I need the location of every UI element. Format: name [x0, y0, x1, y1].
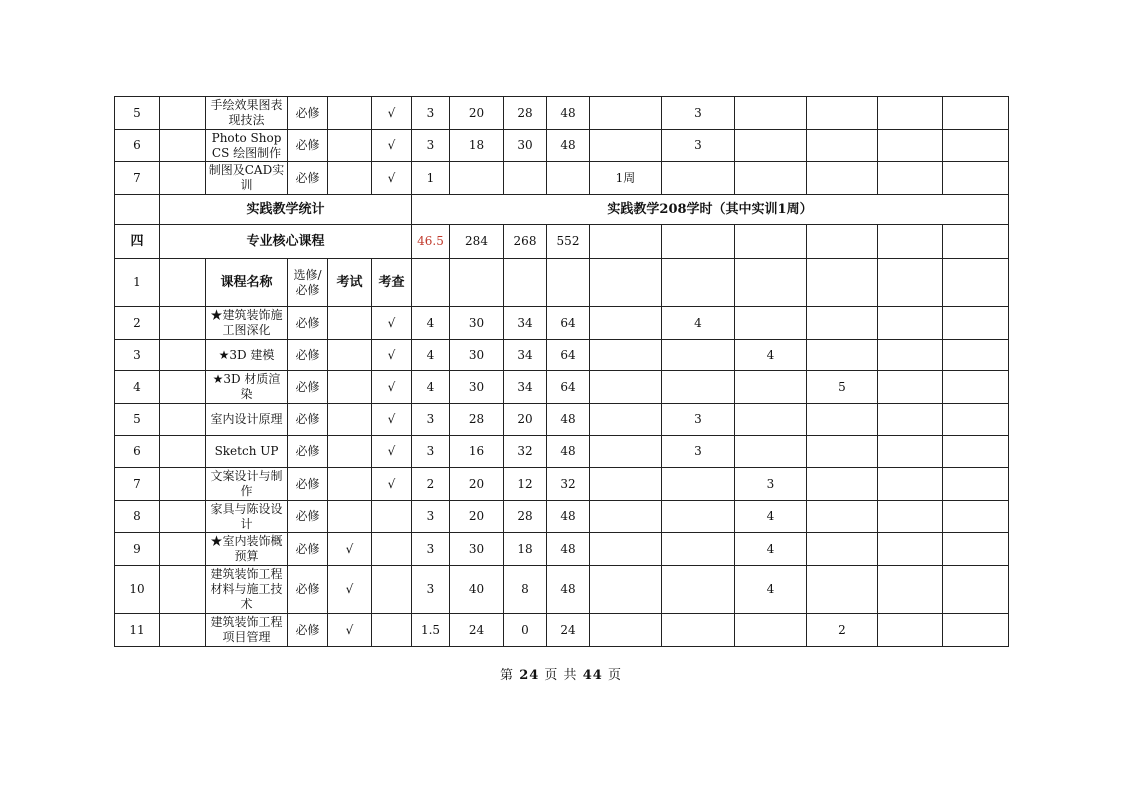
semester-2: 3	[662, 97, 735, 130]
course-type: 必修	[288, 566, 328, 614]
practice-hours: 34	[504, 307, 547, 340]
semester-5	[878, 404, 943, 436]
semester-1	[590, 566, 662, 614]
course-name: Sketch UP	[206, 436, 288, 468]
row-number: 4	[115, 371, 160, 404]
empty-cell	[160, 533, 206, 566]
semester-4	[807, 340, 878, 371]
course-type: 必修	[288, 501, 328, 533]
semester-2	[662, 340, 735, 371]
semester-4	[807, 436, 878, 468]
empty-cell	[878, 259, 943, 307]
course-type: 必修	[288, 468, 328, 501]
practice-hours: 8	[504, 566, 547, 614]
empty-cell	[160, 468, 206, 501]
semester-5	[878, 501, 943, 533]
footer-total-pages: 44	[582, 668, 603, 683]
practice-summary	[115, 195, 1009, 307]
row-number: 11	[115, 614, 160, 647]
page-footer	[0, 664, 1122, 683]
course-name: 手绘效果图表现技法	[206, 97, 288, 130]
row-number: 8	[115, 501, 160, 533]
header-course-name: 课程名称	[206, 259, 288, 307]
empty-cell	[160, 436, 206, 468]
semester-6	[943, 468, 1009, 501]
footer-middle: 页 共	[544, 668, 578, 683]
footer-page-number: 24	[519, 668, 540, 683]
course-name: 建筑装饰工程材料与施工技术	[206, 566, 288, 614]
course-type: 必修	[288, 307, 328, 340]
course-type: 必修	[288, 340, 328, 371]
credit: 3	[412, 97, 450, 130]
empty-cell	[590, 259, 662, 307]
semester-4	[807, 533, 878, 566]
check-mark: √	[372, 97, 412, 130]
semester-3	[735, 404, 807, 436]
semester-2	[662, 614, 735, 647]
semester-6	[943, 130, 1009, 162]
empty-cell	[160, 340, 206, 371]
course-type: 必修	[288, 371, 328, 404]
course-type: 必修	[288, 533, 328, 566]
semester-2	[662, 162, 735, 195]
row-number: 2	[115, 307, 160, 340]
course-type: 必修	[288, 97, 328, 130]
total-hours: 48	[547, 533, 590, 566]
semester-3	[735, 436, 807, 468]
semester-6	[943, 162, 1009, 195]
exam-mark: √	[328, 566, 372, 614]
semester-6	[943, 501, 1009, 533]
exam-mark	[328, 130, 372, 162]
practice-hours: 30	[504, 130, 547, 162]
section-number: 四	[115, 225, 160, 259]
row-number: 7	[115, 162, 160, 195]
credit: 3	[412, 533, 450, 566]
credit: 4	[412, 340, 450, 371]
empty-cell	[160, 404, 206, 436]
total-hours: 64	[547, 371, 590, 404]
empty-cell	[160, 307, 206, 340]
row-number: 3	[115, 340, 160, 371]
check-mark	[372, 533, 412, 566]
semester-4	[807, 468, 878, 501]
semester-3: 4	[735, 533, 807, 566]
section-row	[115, 225, 1009, 259]
footer-prefix: 第	[500, 668, 515, 683]
semester-3: 4	[735, 566, 807, 614]
semester-3	[735, 130, 807, 162]
table-row	[115, 340, 1009, 371]
semester-1	[590, 307, 662, 340]
theory-hours: 18	[450, 130, 504, 162]
check-mark: √	[372, 130, 412, 162]
theory-hours: 20	[450, 501, 504, 533]
course-type: 必修	[288, 436, 328, 468]
semester-4: 2	[807, 614, 878, 647]
credit: 3	[412, 130, 450, 162]
semester-3	[735, 97, 807, 130]
course-name: 文案设计与制作	[206, 468, 288, 501]
semester-1	[590, 97, 662, 130]
row-number: 9	[115, 533, 160, 566]
table-row	[115, 533, 1009, 566]
semester-4	[807, 97, 878, 130]
semester-2: 3	[662, 436, 735, 468]
semester-4	[807, 501, 878, 533]
section-label: 专业核心课程	[160, 225, 412, 259]
semester-4	[807, 404, 878, 436]
course-name: ★3D 材质渲染	[206, 371, 288, 404]
check-mark: √	[372, 162, 412, 195]
credit: 1	[412, 162, 450, 195]
semester-4	[807, 307, 878, 340]
credit: 3	[412, 566, 450, 614]
header-check: 考查	[372, 259, 412, 307]
semester-5	[878, 97, 943, 130]
footer-suffix: 页	[607, 668, 622, 683]
total-hours: 64	[547, 340, 590, 371]
total-hours: 32	[547, 468, 590, 501]
semester-2	[662, 501, 735, 533]
row-number: 10	[115, 566, 160, 614]
semester-6	[943, 340, 1009, 371]
semester-3: 4	[735, 340, 807, 371]
table-row	[115, 436, 1009, 468]
total-hours: 48	[547, 501, 590, 533]
credit: 4	[412, 371, 450, 404]
practice-label: 实践教学统计	[160, 195, 412, 225]
table-row	[115, 130, 1009, 162]
check-mark: √	[372, 371, 412, 404]
semester-1	[590, 468, 662, 501]
empty-cell	[450, 259, 504, 307]
empty-cell	[160, 259, 206, 307]
theory-hours: 28	[450, 404, 504, 436]
practice-hours: 20	[504, 404, 547, 436]
check-mark: √	[372, 468, 412, 501]
semester-2: 4	[662, 307, 735, 340]
theory-hours: 16	[450, 436, 504, 468]
empty-cell	[160, 371, 206, 404]
semester-5	[878, 130, 943, 162]
course-type: 必修	[288, 614, 328, 647]
semester-1	[590, 614, 662, 647]
total-hours: 24	[547, 614, 590, 647]
row-number: 6	[115, 436, 160, 468]
semester-3	[735, 371, 807, 404]
credit: 1.5	[412, 614, 450, 647]
course-name: 家具与陈设设计	[206, 501, 288, 533]
section-practice: 268	[504, 225, 547, 259]
empty-cell	[807, 259, 878, 307]
empty-cell	[590, 225, 662, 259]
empty-cell	[735, 259, 807, 307]
practice-hours: 18	[504, 533, 547, 566]
practice-hours: 28	[504, 97, 547, 130]
theory-hours	[450, 162, 504, 195]
theory-hours: 20	[450, 468, 504, 501]
course-name: 建筑装饰工程项目管理	[206, 614, 288, 647]
total-hours: 48	[547, 436, 590, 468]
semester-1	[590, 533, 662, 566]
empty-cell	[943, 225, 1009, 259]
table-row	[115, 162, 1009, 195]
table-row	[115, 468, 1009, 501]
semester-1: 1周	[590, 162, 662, 195]
empty-cell	[160, 566, 206, 614]
row-number: 5	[115, 404, 160, 436]
course-type: 必修	[288, 162, 328, 195]
exam-mark	[328, 501, 372, 533]
check-mark	[372, 566, 412, 614]
theory-hours: 24	[450, 614, 504, 647]
table-row	[115, 307, 1009, 340]
section-credit: 46.5	[412, 225, 450, 259]
semester-5	[878, 436, 943, 468]
credit: 4	[412, 307, 450, 340]
empty-cell	[160, 97, 206, 130]
empty-cell	[943, 259, 1009, 307]
section-total: 552	[547, 225, 590, 259]
semester-3	[735, 307, 807, 340]
empty-cell	[160, 501, 206, 533]
semester-2: 3	[662, 130, 735, 162]
credit: 3	[412, 501, 450, 533]
semester-1	[590, 130, 662, 162]
semester-5	[878, 614, 943, 647]
empty-cell	[504, 259, 547, 307]
semester-1	[590, 501, 662, 533]
semester-2	[662, 468, 735, 501]
practice-hours: 0	[504, 614, 547, 647]
course-type: 必修	[288, 404, 328, 436]
semester-6	[943, 371, 1009, 404]
semester-6	[943, 533, 1009, 566]
header-row	[115, 259, 1009, 307]
semester-6	[943, 566, 1009, 614]
semester-5	[878, 533, 943, 566]
semester-2	[662, 371, 735, 404]
semester-1	[590, 436, 662, 468]
practice-hours: 32	[504, 436, 547, 468]
empty-cell	[412, 259, 450, 307]
total-hours: 48	[547, 130, 590, 162]
theory-hours: 30	[450, 533, 504, 566]
practice-hours	[504, 162, 547, 195]
table-row	[115, 404, 1009, 436]
empty-cell	[807, 225, 878, 259]
header-type: 选修/必修	[288, 259, 328, 307]
total-hours: 48	[547, 404, 590, 436]
total-hours	[547, 162, 590, 195]
table-body-core	[115, 307, 1009, 647]
empty-cell	[735, 225, 807, 259]
row-number: 6	[115, 130, 160, 162]
total-hours: 64	[547, 307, 590, 340]
check-mark: √	[372, 436, 412, 468]
credit: 3	[412, 404, 450, 436]
course-name: ★建筑装饰施工图深化	[206, 307, 288, 340]
practice-summary-text: 实践教学208学时（其中实训1周）	[412, 195, 1009, 225]
credit: 2	[412, 468, 450, 501]
semester-1	[590, 404, 662, 436]
table-row	[115, 614, 1009, 647]
theory-hours: 30	[450, 307, 504, 340]
section-theory: 284	[450, 225, 504, 259]
semester-5	[878, 468, 943, 501]
course-name: 制图及CAD实训	[206, 162, 288, 195]
check-mark	[372, 501, 412, 533]
empty-cell	[160, 162, 206, 195]
row-number: 7	[115, 468, 160, 501]
course-name: 室内设计原理	[206, 404, 288, 436]
check-mark: √	[372, 307, 412, 340]
semester-4	[807, 566, 878, 614]
semester-6	[943, 614, 1009, 647]
semester-5	[878, 371, 943, 404]
table-row	[115, 97, 1009, 130]
semester-3	[735, 614, 807, 647]
empty-cell	[547, 259, 590, 307]
course-table	[114, 96, 1009, 647]
semester-5	[878, 307, 943, 340]
exam-mark	[328, 436, 372, 468]
semester-6	[943, 97, 1009, 130]
exam-mark	[328, 468, 372, 501]
theory-hours: 40	[450, 566, 504, 614]
exam-mark: √	[328, 614, 372, 647]
practice-hours: 12	[504, 468, 547, 501]
semester-4	[807, 130, 878, 162]
semester-6	[943, 404, 1009, 436]
semester-5	[878, 162, 943, 195]
table-row	[115, 371, 1009, 404]
exam-mark	[328, 97, 372, 130]
exam-mark	[328, 340, 372, 371]
practice-summary-row	[115, 195, 1009, 225]
empty-cell	[662, 259, 735, 307]
course-name: Photo Shop CS 绘图制作	[206, 130, 288, 162]
course-name: ★3D 建模	[206, 340, 288, 371]
course-name: ★室内装饰概预算	[206, 533, 288, 566]
total-hours: 48	[547, 97, 590, 130]
empty-cell	[878, 225, 943, 259]
header-exam: 考试	[328, 259, 372, 307]
exam-mark: √	[328, 533, 372, 566]
semester-1	[590, 340, 662, 371]
practice-hours: 34	[504, 340, 547, 371]
header-number: 1	[115, 259, 160, 307]
theory-hours: 30	[450, 340, 504, 371]
exam-mark	[328, 162, 372, 195]
course-type: 必修	[288, 130, 328, 162]
empty-cell	[115, 195, 160, 225]
exam-mark	[328, 371, 372, 404]
theory-hours: 20	[450, 97, 504, 130]
practice-hours: 34	[504, 371, 547, 404]
semester-6	[943, 436, 1009, 468]
empty-cell	[160, 130, 206, 162]
exam-mark	[328, 307, 372, 340]
semester-2	[662, 533, 735, 566]
check-mark: √	[372, 340, 412, 371]
semester-2	[662, 566, 735, 614]
credit: 3	[412, 436, 450, 468]
semester-5	[878, 566, 943, 614]
semester-6	[943, 307, 1009, 340]
semester-2: 3	[662, 404, 735, 436]
empty-cell	[160, 614, 206, 647]
table-row	[115, 501, 1009, 533]
semester-1	[590, 371, 662, 404]
semester-5	[878, 340, 943, 371]
table-body-top	[115, 97, 1009, 195]
row-number: 5	[115, 97, 160, 130]
semester-3: 3	[735, 468, 807, 501]
empty-cell	[662, 225, 735, 259]
semester-3	[735, 162, 807, 195]
check-mark: √	[372, 404, 412, 436]
semester-3: 4	[735, 501, 807, 533]
check-mark	[372, 614, 412, 647]
practice-hours: 28	[504, 501, 547, 533]
semester-4	[807, 162, 878, 195]
total-hours: 48	[547, 566, 590, 614]
semester-4: 5	[807, 371, 878, 404]
exam-mark	[328, 404, 372, 436]
table-row	[115, 566, 1009, 614]
theory-hours: 30	[450, 371, 504, 404]
